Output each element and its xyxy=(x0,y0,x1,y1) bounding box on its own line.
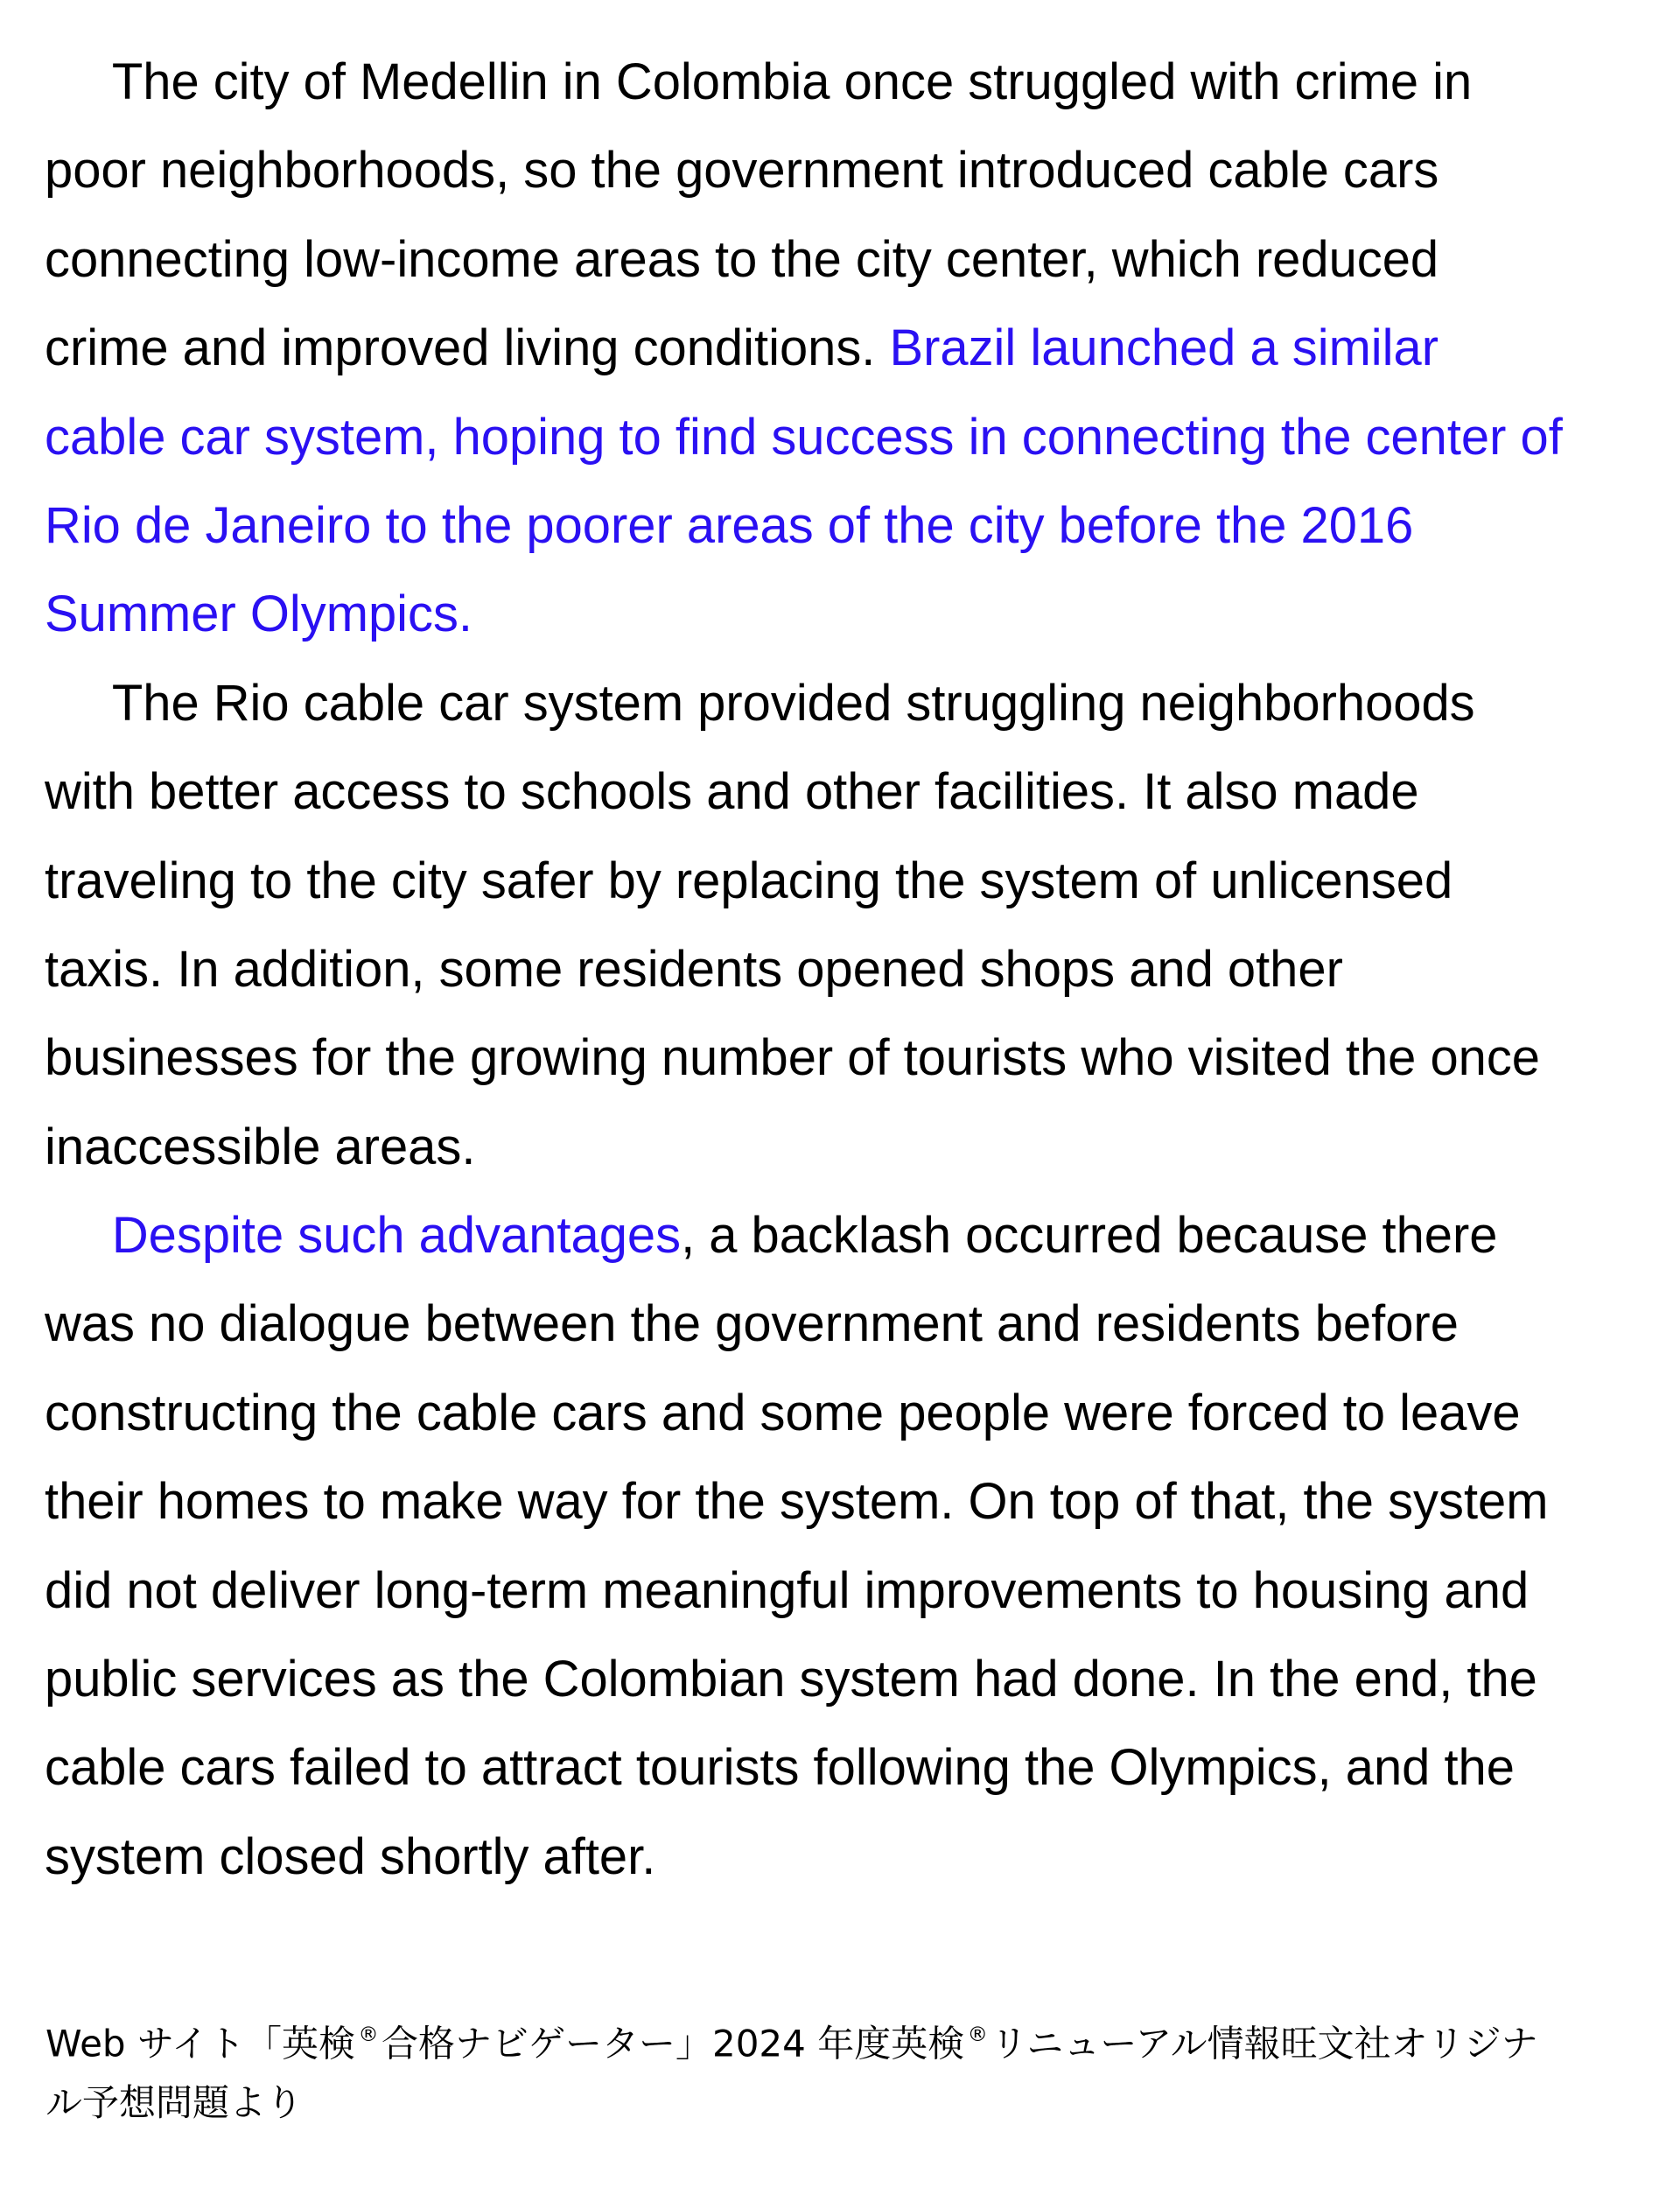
text-line xyxy=(45,1369,1633,1457)
text-segment: public services as the Colombian system had done. In the end, the xyxy=(45,1651,1537,1708)
text-segment: crime and improved living conditions. xyxy=(45,319,890,377)
text-line xyxy=(45,1103,1633,1191)
text-line xyxy=(45,1191,1633,1280)
text-line xyxy=(45,1280,1633,1368)
text-line xyxy=(45,481,1633,570)
source-line-1 xyxy=(46,2001,1633,2069)
text-segment: poor neighborhoods, so the government introduced cable cars xyxy=(45,142,1439,200)
text-segment: was no dialogue between the government and residents before xyxy=(45,1295,1459,1353)
registered-mark: ® xyxy=(967,2023,988,2046)
paragraph-1 xyxy=(45,38,1635,659)
text-segment: traveling to the city safer by replacing the system of unlicensed xyxy=(45,852,1453,909)
text-segment: inaccessible areas. xyxy=(45,1118,476,1175)
text-segment: connecting low-income areas to the city center, which reduced xyxy=(45,230,1439,288)
highlighted-text: Summer Olympics. xyxy=(45,586,472,643)
highlighted-text: Despite such advantages xyxy=(111,1207,682,1265)
text-segment: The city of Medellin in Colombia once struggled with crime in xyxy=(111,53,1473,110)
source-text: Web サイト「英検 xyxy=(46,2022,355,2065)
text-line xyxy=(45,747,1633,836)
text-line xyxy=(45,393,1633,481)
text-line xyxy=(45,659,1633,747)
text-segment: The Rio cable car system provided struggling neighborhoods xyxy=(111,674,1475,732)
source-citation xyxy=(46,2001,1633,2137)
text-line xyxy=(45,1635,1633,1723)
source-line-2: ル予想問題より xyxy=(46,2081,304,2124)
text-segment: , a backlash occurred because there xyxy=(681,1207,1498,1265)
text-line xyxy=(45,1723,1633,1812)
text-line xyxy=(45,215,1633,304)
text-segment: businesses for the growing number of tourists who visited the once xyxy=(45,1029,1540,1087)
text-segment: with better access to schools and other facilities. It also made xyxy=(45,763,1419,821)
highlighted-text: Brazil launched a similar xyxy=(889,319,1439,377)
text-segment: did not deliver long-term meaningful improvements to housing and xyxy=(45,1561,1530,1619)
source-text: リニューアル情報旺文社オリジナ xyxy=(990,2022,1538,2065)
text-line xyxy=(45,1457,1633,1546)
highlighted-text: cable car system, hoping to find success in connecting the center of xyxy=(45,408,1563,466)
text-line xyxy=(45,570,1633,658)
text-line xyxy=(45,38,1633,126)
registered-mark: ® xyxy=(358,2023,379,2046)
text-segment: system closed shortly after. xyxy=(45,1827,656,1885)
paragraph-3 xyxy=(45,1191,1635,1901)
highlighted-text: Rio de Janeiro to the poorer areas of the city before the 2016 xyxy=(45,496,1414,554)
text-line xyxy=(45,837,1633,925)
text-line xyxy=(45,1546,1633,1635)
text-segment: constructing the cable cars and some people were forced to leave xyxy=(45,1384,1521,1441)
text-segment: their homes to make way for the system. On top of that, the system xyxy=(45,1473,1549,1531)
text-line xyxy=(45,304,1633,392)
article-body xyxy=(45,38,1635,1901)
paragraph-2 xyxy=(45,659,1635,1191)
text-segment: taxis. In addition, some residents opened shops and other xyxy=(45,940,1343,998)
source-text: 合格ナビゲーター」2024 年度英検 xyxy=(381,2022,965,2065)
text-line xyxy=(45,1813,1633,1901)
text-line xyxy=(45,925,1633,1013)
text-line xyxy=(45,126,1633,214)
text-line xyxy=(45,1013,1633,1102)
text-segment: cable cars failed to attract tourists following the Olympics, and the xyxy=(45,1739,1515,1797)
